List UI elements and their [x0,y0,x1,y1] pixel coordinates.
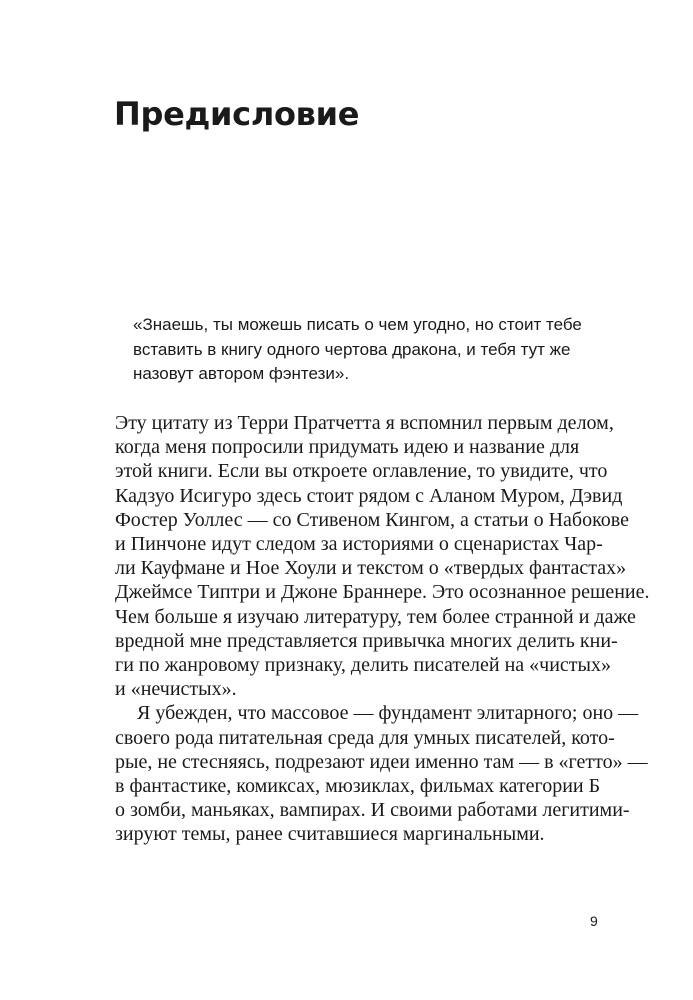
text-line: Чем больше я изучаю литературу, тем более странной и даже [115,605,636,628]
epigraph-quote [133,313,603,387]
text-line: о зомби, маньяках, вампирах. И своими работами легитими- [115,799,630,822]
epigraph-line: назовут автором фэнтези». [133,364,350,383]
paragraph-2 [115,701,648,846]
paragraph-1 [115,411,650,701]
chapter-title: Предисловие [114,95,360,133]
body-text [115,411,650,847]
text-line: ги по жанровому признаку, делить писателей на «чистых» [115,654,611,677]
text-line: ли Кауфмане и Ное Хоули и текстом о «твердых фантастах» [115,557,627,580]
epigraph-line: «Знаешь, ты можешь писать о чем угодно, но стоит тебе [133,315,582,334]
page-number: 9 [590,913,598,929]
text-line: Фостер Уоллес — со Стивеном Кингом, а статьи о Набокове [115,508,630,531]
text-line: и Пинчоне идут следом за историями о сценаристах Чар- [115,533,603,556]
text-line: этой книги. Если вы откроете оглавление, то увидите, что [115,460,608,483]
epigraph-line: вставить в книгу одного чертова дракона, и тебя тут же [133,339,571,359]
text-line: рые, не стесняясь, подрезают идеи именно там — в «гетто» — [115,750,648,773]
text-line: Джеймсе Типтри и Джоне Браннере. Это осознанное решение. [115,581,650,604]
text-line: вредной мне представляется привычка многих делить кни- [115,629,618,652]
text-line: Кадзуо Исигуро здесь стоит рядом с Аланом Муром, Дэвид [115,484,623,507]
text-line: Я убежден, что массовое — фундамент элитарного; оно — [137,702,639,725]
text-line: зируют темы, ранее считавшиеся маргинальными. [115,823,545,846]
text-line: своего рода питательная среда для умных писателей, кото- [115,726,615,749]
text-line: Эту цитату из Терри Пратчетта я вспомнил первым делом, [115,412,614,434]
text-line: в фантастике, комиксах, мюзиклах, фильмах категории Б [115,775,601,798]
text-line: и «нечистых». [115,678,237,701]
text-line: когда меня попросили придумать идею и название для [115,436,580,459]
